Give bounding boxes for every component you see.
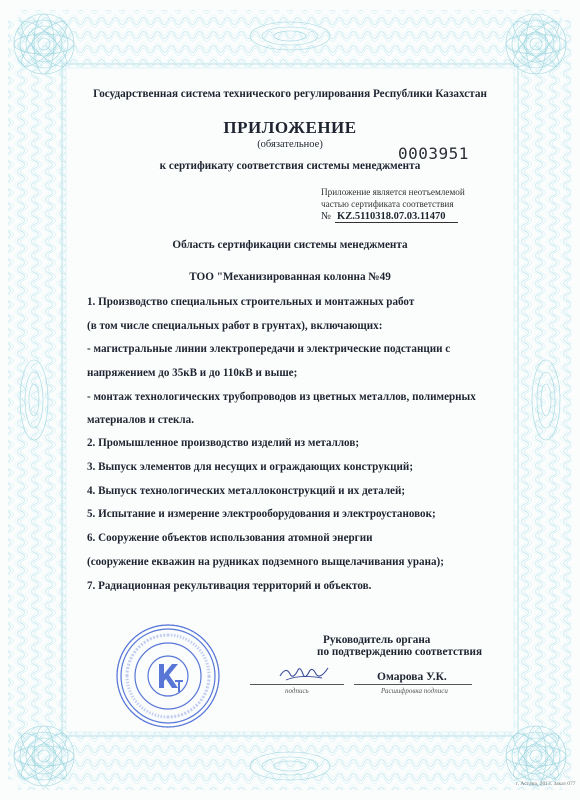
certificate-number: KZ.5110318.07.03.11470	[335, 211, 458, 223]
scope-item: 5. Испытание и измерение электрооборудования и электроустановок;	[87, 508, 436, 520]
serial-number: 0003951	[398, 144, 469, 163]
annex-note-line1: Приложение является неотъемлемой	[321, 187, 465, 197]
signature-line	[250, 684, 344, 685]
document-title: ПРИЛОЖЕНИЕ	[223, 118, 357, 137]
scope-heading: Область сертификации системы менеджмента	[172, 239, 408, 251]
scope-item: - магистральные линии электропередачи и электрические подстанции с	[87, 343, 451, 355]
scope-item: 2. Промышленное производство изделий из металлов;	[87, 437, 360, 449]
scope-item: 7. Радиационная рекультивация территорий и объектов.	[87, 580, 372, 592]
scope-item: 4. Выпуск технологических металлоконструкций и их деталей;	[87, 485, 406, 497]
signatory-name: Омарова У.К.	[377, 671, 447, 683]
name-caption: Расшифровка подписи	[381, 687, 448, 695]
certificate-number-line	[321, 211, 458, 223]
scope-item: материалов и стекла.	[87, 414, 194, 426]
scope-item: (сооружение екважин на рудниках подземного выщелачивания урана);	[87, 556, 444, 568]
handwritten-signature	[276, 662, 332, 686]
signatory-title-line1: Руководитель органа	[323, 634, 431, 646]
organization-name: ТОО "Механизированная колонна №49	[189, 271, 391, 283]
print-footer: г. Астана, 2013. Заказ 077	[516, 781, 576, 787]
name-line	[354, 684, 472, 685]
signatory-title-line2: по подтверждению соответствия	[317, 646, 483, 658]
official-seal	[114, 622, 222, 730]
scope-item: (в том числе специальных работ в грунтах), включающих:	[87, 320, 383, 332]
issuing-system-header: Государственная система технического регулирования Республики Казахстан	[93, 88, 487, 100]
annex-note-line2: частью сертификата соответствия	[321, 199, 454, 209]
scope-item: напряжением до 35кВ и до 110кВ и выше;	[87, 367, 298, 379]
scope-item: 3. Выпуск элементов для несущих и ограждающих конструкций;	[87, 461, 414, 473]
signature-caption: подпись	[285, 687, 309, 695]
number-sign: №	[321, 211, 332, 222]
scope-item: 1. Производство специальных строительных и монтажных работ	[87, 296, 415, 308]
scope-item: 6. Сооружение объектов использования атомной энергии	[87, 532, 373, 544]
scope-item: - монтаж технологических трубопроводов из цветных металлов, полимерных	[87, 391, 476, 403]
document-subtitle: (обязательное)	[257, 139, 323, 150]
certificate-reference: к сертификату соответствия системы менеджмента	[159, 160, 421, 172]
